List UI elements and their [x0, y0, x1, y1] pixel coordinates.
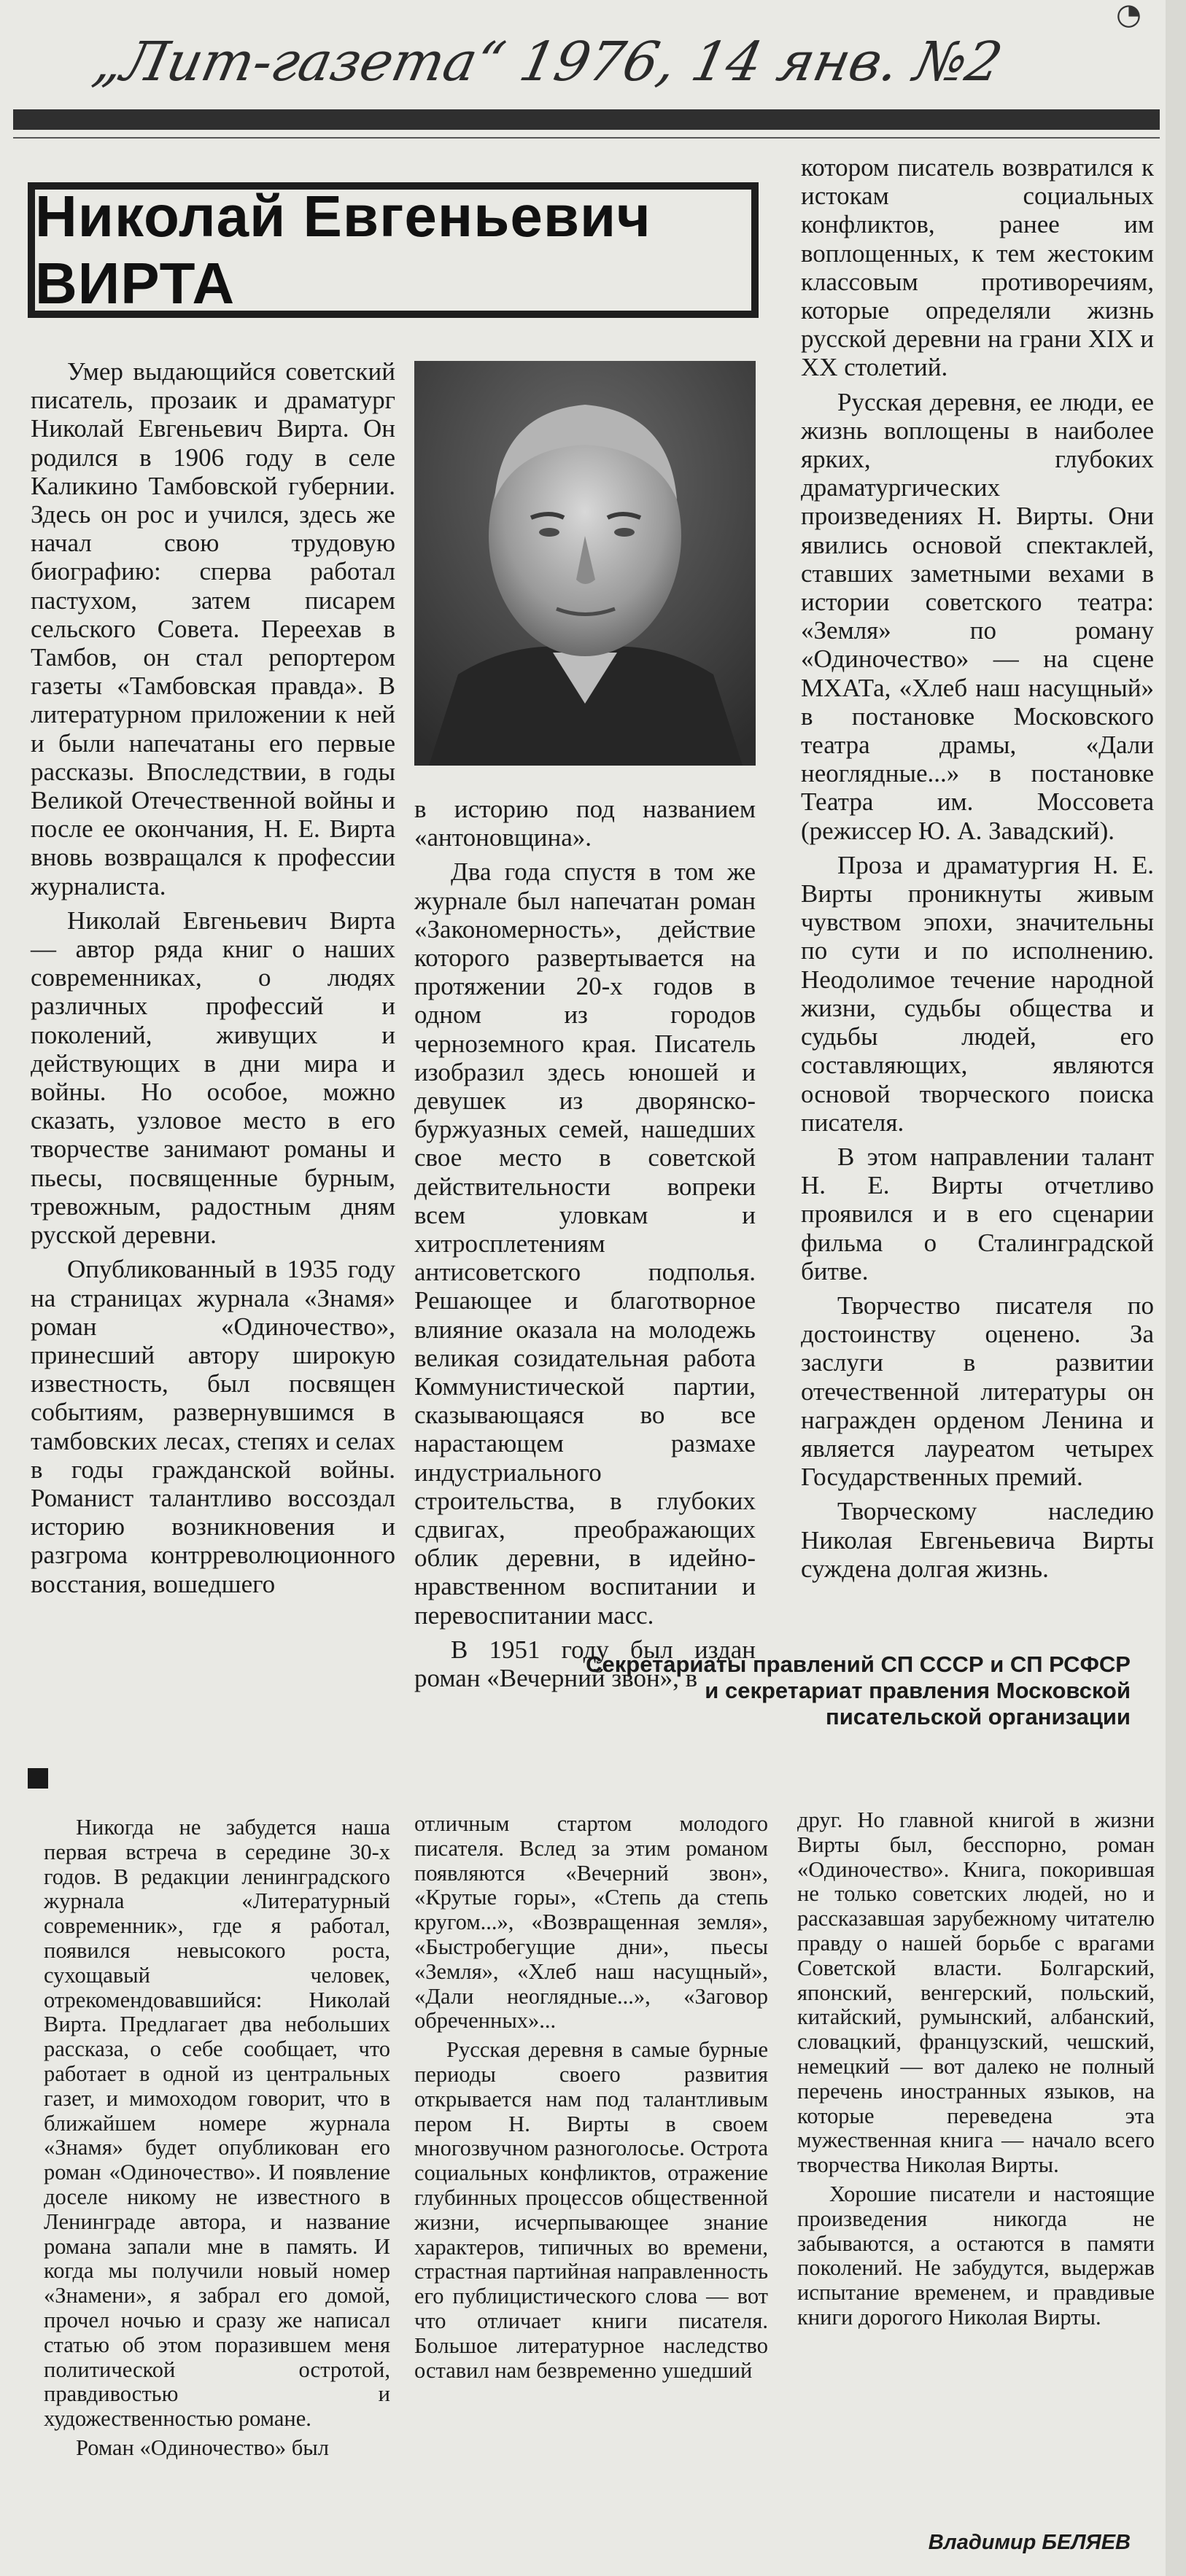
paragraph: друг. Но главной книгой в жизни Вирты был, бесспорно, роман «Одиночество». Книга, покорившая не только советских людей, но и рассказавшая зарубежному читателю правду о нашей борьбе с врагами Советской власти. Болгарский, японский, венгерский, польский, китайский, румынский, албанский, словацкий, французский, чешский, немецкий — вот далеко не полный перечень иностранных языков, на которые переведена эта мужественная книга — начало всего творчества Николая Вирты.	[797, 1808, 1155, 2178]
memoir-column-2	[414, 1812, 768, 2387]
signature-line: и секретариат правления Московской	[705, 1678, 1131, 1703]
paragraph: Опубликованный в 1935 году на страницах журнала «Знамя» роман «Одиночество», принесший автору широкую известность, был посвящен событиям, развернувшимся в тамбовских лесах, степях и селах в годы гражданской войны. Романист талантливо воссоздал историю возникновения и разгрома контрреволюционного восстания, вошедшего	[31, 1255, 395, 1598]
handwritten-note: „Лит-газета“ 1976, 14 янв. №2	[88, 31, 1008, 93]
paragraph: В 1951 году был издан роман «Вечерний звон», в	[414, 1635, 756, 1693]
paragraph: Проза и драматургия Н. Е. Вирты проникнуты живым чувством эпохи, значительны по сути и по исполнению. Неодолимое течение народной жизни, судьбы общества и судьбы людей, его составляющих, являются основой творческого поиска писателя.	[801, 850, 1154, 1137]
top-rule	[13, 109, 1160, 130]
obituary-column-1	[31, 357, 395, 1604]
signature-line: Секретариаты правлений СП СССР и СП РСФСР	[586, 1651, 1131, 1677]
paragraph: Творческому наследию Николая Евгеньевича Вирты суждена долгая жизнь.	[801, 1497, 1154, 1583]
paragraph: Никогда не забудется наша первая встреча в середине 30-х годов. В редакции ленинградского журнала «Литературный современник», где я работал, появился невысокого роста, сухощавый человек, отрекомендовавшийся: Николай Вирта. Предлагает два небольших рассказа, о себе сообщает, что работает в одной из центральных газет, и мимоходом говорит, что в ближайшем номере журнала «Знамя» будет опубликован его роман «Одиночество». И появление доселе никому не известного в Ленинграде автора, и название романа запали мне в память. И когда мы получили новый номер «Знамени», я забрал его домой, прочел ночью и сразу же написал статью об этом поразившем меня политической остротой, правдивостью и художественностью романе.	[44, 1815, 390, 2432]
obituary-column-2	[414, 795, 756, 1698]
memoir-column-3	[797, 1808, 1155, 2335]
paragraph: Русская деревня в самые бурные периоды своего развития открывается нам под талантливым пером Н. Вирты в своем многозвучном разноголосье. Острота социальных конфликтов, отражение глубинных процессов общественной жизни, исчерпывающее знание характеров, типичных во времени, страстная партийная направленность его публицистического слова — вот что отличает книги писателя. Большое литературное наследство оставил нам безвременно ушедший	[414, 2037, 768, 2383]
paragraph: Хорошие писатели и настоящие произведения никогда не забываются, а остаются в памяти поколений. Не забудутся, выдержав испытание временем, и правдивые книги дорогого Николая Вирты.	[797, 2181, 1155, 2330]
memoir-column-1	[44, 1816, 390, 2465]
memoir-author: Владимир БЕЛЯЕВ	[928, 2531, 1131, 2554]
obituary-signature	[511, 1651, 1131, 1730]
portrait-image	[414, 361, 756, 766]
paragraph: Умер выдающийся советский писатель, прозаик и драматург Николай Евгеньевич Вирта. Он родился в 1906 году в селе Каликино Тамбовской губернии. Здесь он рос и учился, здесь же начал свою трудовую биографию: сперва работал пастухом, затем писарем сельского Совета. Переехав в Тамбов, он стал репортером газеты «Тамбовская правда». В литературном приложении к ней и были напечатаны его первые рассказы. Впоследствии, в годы Великой Отечественной войны и после ее окончания, Н. Е. Вирта вновь возвращался к профессии журналиста.	[31, 357, 395, 900]
obituary-title: Николай Евгеньевич ВИРТА	[35, 184, 651, 316]
paragraph: Два года спустя в том же журнале был напечатан роман «Закономерность», действие которого развертывается на протяжении 20-х годов в одном из городов черноземного края. Писатель изобразил здесь юношей и девушек из дворянско-буржуазных семей, нашедших свое место в советской действительности вопреки всем уловкам и хитросплетениям антисоветского подполья. Решающее и благотворное влияние оказала на молодежь великая созидательная работа Коммунистической партии, сказывающаяся во все нарастающем размахе индустриального строительства, в глубоких сдвигах, преображающих облик деревни, в идейно-нравственном воспитании и перевоспитании масс.	[414, 857, 756, 1630]
paragraph: Русская деревня, ее люди, ее жизнь воплощены в наиболее ярких, глубоких драматургических произведениях Н. Вирты. Они явились основой спектаклей, ставших заметными вехами в истории советского театра: «Земля» по роману «Одиночество» — на сцене МХАТа, «Хлеб наш насущный» в постановке Московского театра драмы, «Дали неоглядные...» в постановке Театра им. Моссовета (режиссер Ю. А. Завадский).	[801, 387, 1154, 845]
obituary-title-box	[28, 182, 759, 318]
section-marker	[28, 1768, 48, 1789]
paragraph: в историю под названием «антоновщина».	[414, 795, 756, 852]
portrait-photo	[414, 361, 756, 766]
paragraph: Творчество писателя по достоинству оценено. За заслуги в развитии отечественной литературы он награжден орденом Ленина и является лауреатом четырех Государственных премий.	[801, 1291, 1154, 1492]
paragraph: котором писатель возвратился к истокам социальных конфликтов, ранее им воплощенных, к тем жестоким классовым противоречиям, которые определяли жизнь русской деревни на грани XIX и XX столетий.	[801, 153, 1154, 382]
obituary-column-3	[801, 153, 1154, 1589]
paragraph: В этом направлении талант Н. Е. Вирты отчетливо проявился и в его сценарии фильма о Сталинградской битве.	[801, 1142, 1154, 1285]
paragraph: отличным стартом молодого писателя. Вслед за этим романом появляются «Вечерний звон», «Крутые горы», «Степь да степь кругом...», «Возвращенная земля», «Быстробегущие дни», пьесы «Земля», «Хлеб наш насущный», «Дали неоглядные...», «Заговор обреченных»...	[414, 1811, 768, 2034]
signature-line: писательской организации	[826, 1704, 1131, 1729]
corner-mark-icon: ◔	[1116, 0, 1142, 31]
paragraph: Роман «Одиночество» был	[76, 2435, 329, 2460]
page-edge	[1166, 0, 1186, 2576]
paragraph: Николай Евгеньевич Вирта — автор ряда книг о наших современниках, о людях различных профессий и поколений, живущих и действующих в дни мира и войны. Но особое, можно сказать, узловое место в его творчестве занимают романы и пьесы, посвященные бурным, тревожным, радостным дням русской деревни.	[31, 906, 395, 1250]
thin-rule	[13, 137, 1160, 139]
